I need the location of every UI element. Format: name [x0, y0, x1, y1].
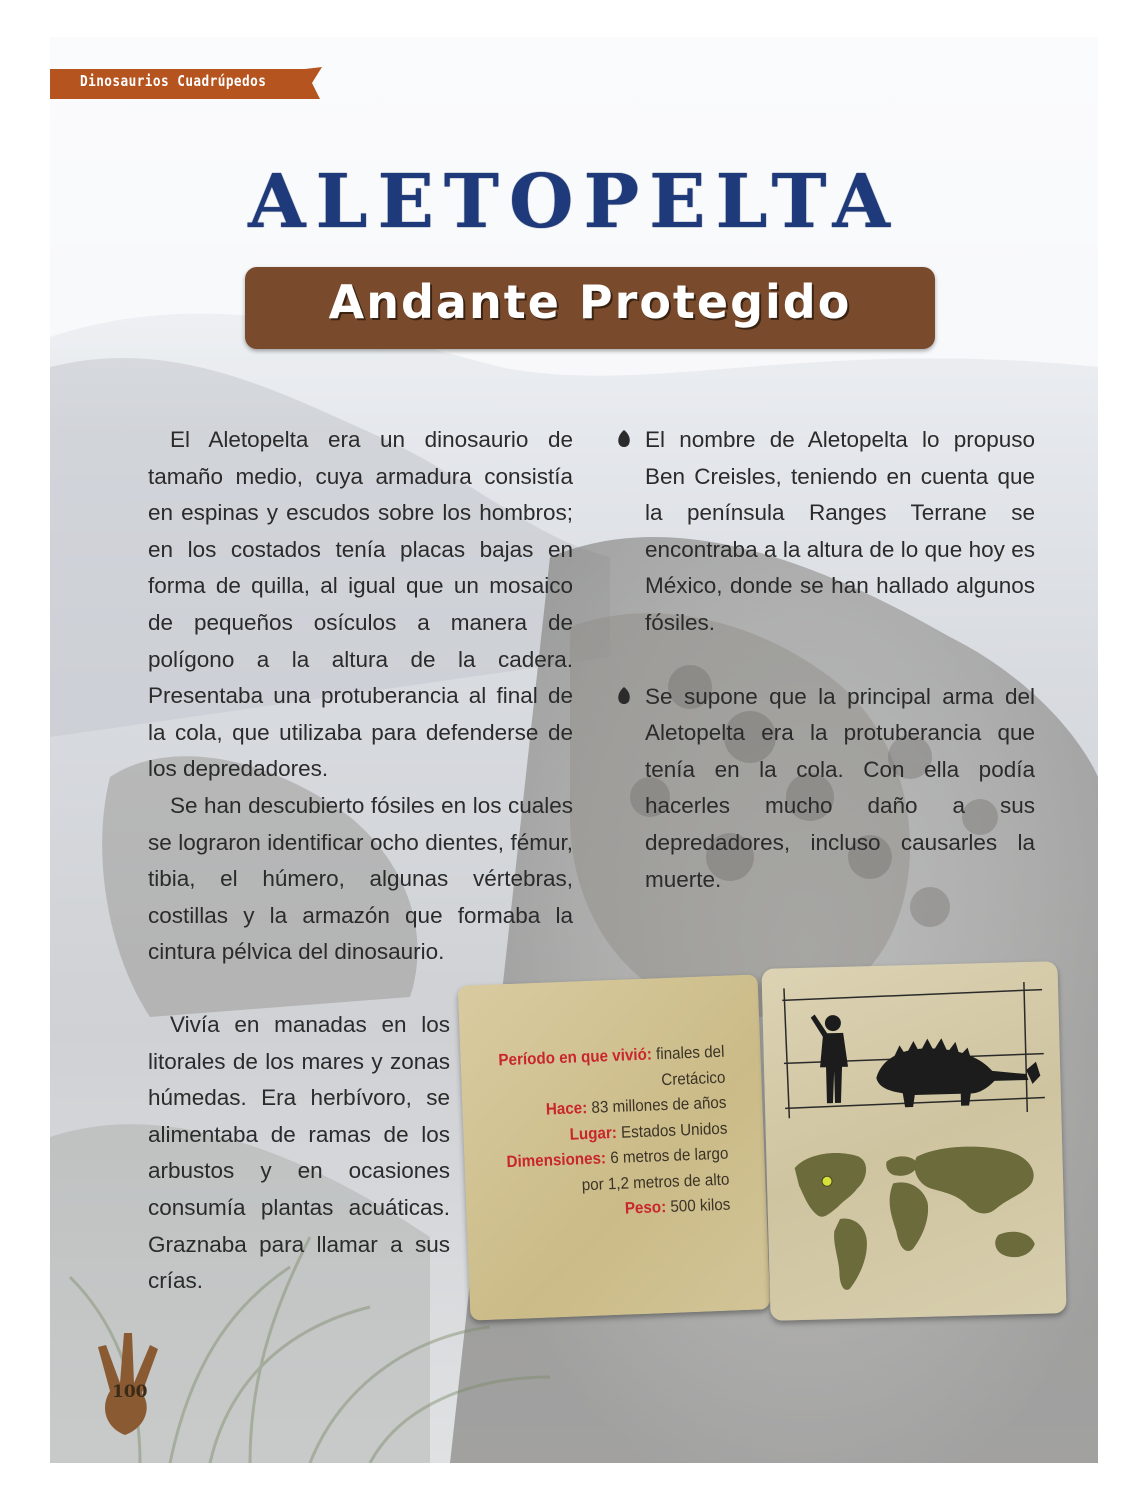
lugar-label: Lugar:: [569, 1123, 618, 1144]
subtitle-banner: [245, 267, 935, 349]
human-silhouette-icon: [811, 1014, 849, 1104]
left-paragraph-3: Vivía en manadas en los litorales de los mares y zonas húmedas. Era herbívoro, se alimentaba de ramas de los arbustos y en ocasiones consumía plantas acuáticas. Graznaba para llamar a sus crías.: [148, 1012, 450, 1294]
dimensiones-value: 6 metros de largo por 1,2 metros de alto: [581, 1144, 730, 1194]
bullet-item-1: [645, 422, 1035, 642]
bullet-text-2: Se supone que la principal arma del Aletopelta era la protuberancia que tenía en la cola. Con ella podía hacerles mucho daño a sus depredadores, incluso causarles la muerte.: [645, 683, 1035, 892]
subtitle-text: Andante Protegido: [328, 275, 852, 329]
location-marker-icon: [822, 1176, 832, 1186]
left-column-narrow: [148, 1007, 450, 1300]
peso-label: Peso:: [624, 1198, 667, 1218]
left-paragraph-2: Se han descubierto fósiles en los cuales se lograron identificar ocho dientes, fémur, tibia, el húmero, algunas vértebras, costillas y la armazón que formaba la cintura pélvica del dinosaurio.: [148, 792, 573, 965]
periodo-value: finales del Cretácico: [655, 1042, 726, 1089]
size-and-map-card: [761, 961, 1066, 1321]
dimensiones-label: Dimensiones:: [506, 1149, 607, 1172]
fact-list: [485, 1040, 731, 1228]
section-tab-label: Dinosaurios Cuadrúpedos: [80, 72, 267, 90]
section-tab: [50, 67, 322, 99]
page-number: 100: [112, 1382, 148, 1402]
bullet-text-1: El nombre de Aletopelta lo propuso Ben Creisles, teniendo en cuenta que la península Ranges Terrane se encontraba a la altura de lo que hoy es México, donde se han hallado algunos fósiles.: [645, 427, 1035, 635]
leaf-bullet-icon: [617, 687, 631, 705]
hace-value: 83 millones de años: [591, 1093, 727, 1117]
right-column: [645, 422, 1035, 898]
peso-value: 500 kilos: [670, 1195, 731, 1216]
hace-label: Hace:: [545, 1099, 588, 1119]
page-title: ALETOPELTA: [248, 159, 900, 245]
periodo-label: Período en que vivió:: [498, 1045, 653, 1070]
left-column: [148, 422, 573, 971]
book-page: [50, 37, 1098, 1463]
lugar-value: Estados Unidos: [620, 1119, 728, 1142]
size-comparison-and-world-map: [761, 961, 1066, 1321]
aletopelta-silhouette-icon: [875, 1036, 1041, 1108]
world-map-icon: [794, 1145, 1036, 1291]
leaf-bullet-icon: [617, 430, 631, 448]
bullet-item-2: [645, 679, 1035, 899]
fact-card: [458, 974, 771, 1320]
left-paragraph-1: El Aletopelta era un dinosaurio de tamaño medio, cuya armadura consistía en espinas y escudos sobre los hombros; en los costados tenía placas bajas en forma de quilla, al igual que un mosaico de pequeños osículos a manera de polígono a la altura de la cadera. Presentaba una protuberancia al final de la cola, que utilizaba para defenderse de los depredadores.: [148, 427, 573, 782]
